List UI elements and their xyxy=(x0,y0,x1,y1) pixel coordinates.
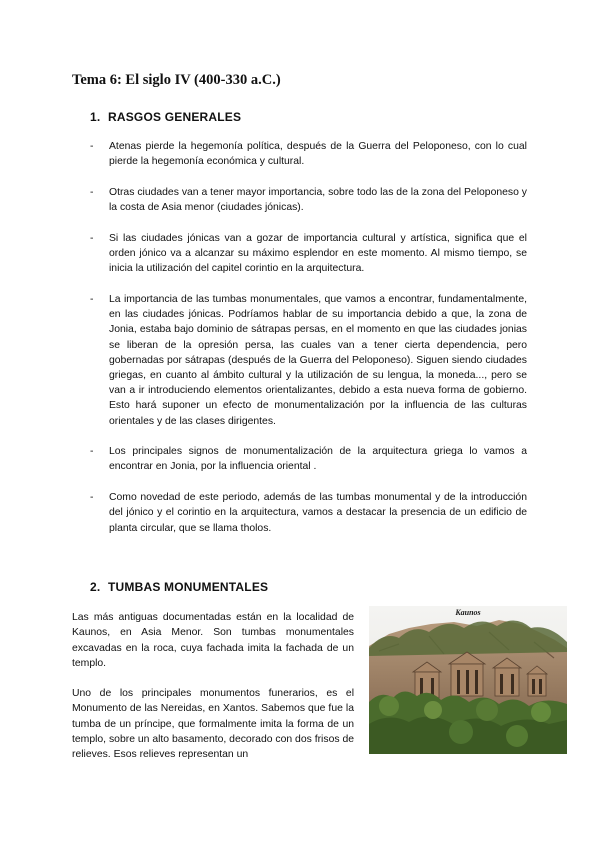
bullet-text: Atenas pierde la hegemonía política, después de la Guerra del Peloponeso, con lo cual pierde la hegemonía económica y cultural. xyxy=(109,141,527,168)
bullet-text: Los principales signos de monumentalización de la arquitectura griega lo vamos a encontrar en Jonia, por la influencia oriental . xyxy=(109,446,527,473)
section-number: 1. xyxy=(90,110,101,124)
page-title: Tema 6: El siglo IV (400-330 a.C.) xyxy=(72,72,281,88)
paragraph-kaunos: Las más antiguas documentadas están en la localidad de Kaunos, en Asia Menor. Son tumbas monumentales excavadas en la roca, cuya fachada imita la fachada de un templo. xyxy=(72,612,354,669)
bullet-text: Como novedad de este periodo, además de las tumbas monumental y de la introducción del jónico y el corintio en la arquitectura, vamos a destacar la presencia de un edificio de planta circular, que se llama tholos. xyxy=(109,492,527,534)
kaunos-rock-tombs-illustration xyxy=(369,606,567,754)
bullet-item xyxy=(90,444,527,474)
section-title: TUMBAS MONUMENTALES xyxy=(108,580,269,594)
bullet-text: Otras ciudades van a tener mayor importancia, sobre todo las de la zona del Peloponeso y la costa de Asia menor (ciudades jónicas). xyxy=(109,186,527,214)
bullet-item xyxy=(90,292,527,429)
bullet-dash: - xyxy=(90,293,94,305)
paragraph-nereidas: Uno de los principales monumentos funerarios, es el Monumento de las Nereidas, en Xantos. Sabemos que fue la tumba de un príncipe, que formalmente imita la forma de un templo, sobre un alto basamento, decorado con dos frisos de relieves. Esos relieves representan un xyxy=(72,688,354,761)
section-heading-rasgos-generales xyxy=(90,110,241,124)
section-title: RASGOS GENERALES xyxy=(108,110,242,124)
section-heading-tumbas-monumentales xyxy=(90,580,268,594)
bullet-item xyxy=(90,490,527,536)
bullet-item xyxy=(90,139,527,169)
section-number: 2. xyxy=(90,580,101,594)
photo-caption: Kaunos xyxy=(455,608,481,617)
bullet-dash: - xyxy=(90,232,94,244)
bullet-dash: - xyxy=(90,446,94,458)
kaunos-photo xyxy=(369,606,567,754)
bullet-item xyxy=(90,185,527,215)
bullet-text: La importancia de las tumbas monumentales, que vamos a encontrar, fundamentalmente, en las ciudades jónicas. Podríamos hablar de su importancia debido a que, la zona de Jonia, estaba bajo dominio de sátrapas persas, en el momento en que las ciudades jonias se liberan de la opresión persa, las cuales van a tener cierta dependencia, pero gobernadas por sátrapas (después de la Guerra del Peloponeso). Siguen siendo ciudades griegas, en cuanto al ámbito cultural y la utilización de su lengua, la moneda..., pero se van a ir introduciendo elementos orientalizantes, debido a esta nueva forma de gobierno. Esto hará suponer un efecto de monumentalización por la influencia de las culturas orientales y de las clases dirigentes. xyxy=(109,293,527,427)
bullet-dash: - xyxy=(90,492,94,504)
bullet-list xyxy=(90,139,527,551)
bullet-dash: - xyxy=(90,186,94,198)
bullet-text: Si las ciudades jónicas van a gozar de importancia cultural y artística, significa que el orden jónico va a alcanzar su máximo esplendor en este momento. Al mismo tiempo, se inicia la utilización del capitel corintio en la arquitectura. xyxy=(109,232,527,275)
bullet-item xyxy=(90,231,527,277)
bullet-dash: - xyxy=(90,141,94,152)
